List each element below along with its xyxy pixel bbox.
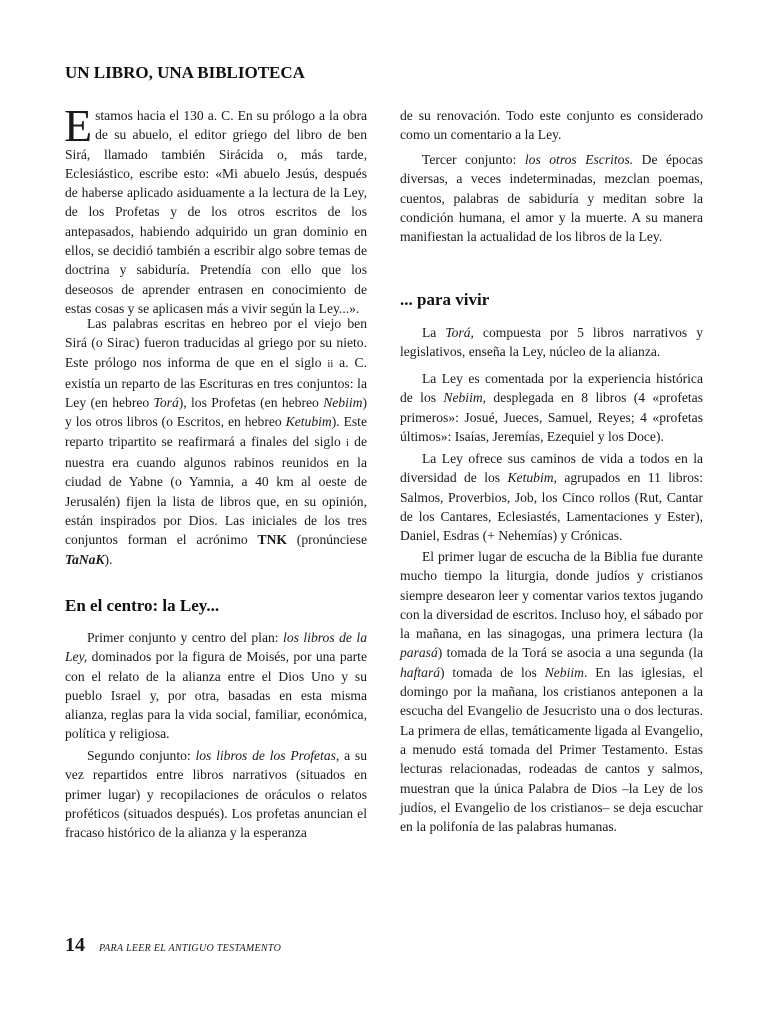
paragraph-centro-1: Primer conjunto y centro del plan: los libros de la Ley, dominados por la figura de Moisés, por una parte con el relato de la alianza entre el Dios Uno y su pueblo Israel y, por otra, basadas en esta misma alianza, reglas para la vida social, familiar, económica, política y religiosa. (65, 630, 367, 742)
paragraph-vivir-1: La Torá, compuesta por 5 libros narrativos y legislativos, enseña la Ley, núcleo de la alianza. (400, 325, 703, 360)
paragraph-libro-1: Estamos hacia el 130 a. C. En su prólogo a la obra de su abuelo, el editor griego del libro de ben Sirá, llamado también Sirácida o, más tarde, Eclesiástico, escribe esto: «Mi abuelo Jesús, después de haberse aplicado asiduamente a la lectura de la Ley, de los Profetas y de los otros escritos de los antepasados, habiendo adquirido un gran dominio en ellos, se decidió también a escribir algo sobre temas de doctrina y sabiduría. Pretendía con ello que los deseosos de aprender entrasen en conocimiento de estas cosas y se aplicasen más a vivir según la Ley...». (64, 100, 367, 316)
running-title: PARA LEER EL ANTIGUO TESTAMENTO (99, 943, 282, 954)
section-heading-centro: En el centro: la Ley... (65, 596, 220, 615)
paragraph-centro-2: Segundo conjunto: los libros de los Profetas, a su vez repartidos entre libros narrativos (situados en primer lugar) y recopilaciones de oráculos o relatos proféticos (situados después). Los profetas anuncian el fracaso histórico de la alianza y la esperanza (65, 748, 367, 841)
paragraph-centro-3: Tercer conjunto: los otros Escritos. De épocas diversas, a veces indeterminadas, mezclan poemas, cuentos, palabras de sabiduría y meditan sobre la condición humana, el amor y la muerte. A su manera manifiestan la actualidad de los libros de la Ley. (400, 152, 703, 245)
drop-cap: E (64, 100, 93, 151)
page-footer (65, 934, 281, 964)
section-heading-un-libro: UN LIBRO, UNA BIBLIOTECA (65, 63, 305, 82)
paragraph-vivir-4: El primer lugar de escucha de la Biblia fue durante mucho tiempo la liturgia, donde judíos y cristianos siempre desearon leer y comentar varios textos jugando con la diversidad de escritos. Incluso hoy, el sábado por la mañana, en las sinagogas, una primera lectura (la parasá) tomada de la Torá se asocia a una segunda (la haftará) tomada de los Nebiim. En las iglesias, el domingo por la mañana, los cristianos anteponen a la escucha del Evangelio de Jesucristo una o dos lecturas. La primera de ellas, temáticamente ligada al Evangelio, a menudo está tomada del Primer Testamento. Estas lecturas relacionadas, rodeadas de cantos y salmos, muestran que la única Palabra de Dios –la Ley de los judíos, el Evangelio de los cristianos– se deja escuchar en la polifonía de las palabras humanas. (400, 549, 704, 835)
paragraph-libro-2: Las palabras escritas en hebreo por el viejo ben Sirá (o Sirac) fueron traducidas al griego por su nieto. Este prólogo nos informa de que en el siglo ii a. C. existía un reparto de las Escrituras en tres conjuntos: la Ley (en hebreo Torá), los Profetas (en hebreo Nebiim) y los otros libros (o Escritos, en hebreo Ketubim). Este reparto tripartito se reafirmará a finales del siglo i de nuestra era cuando algunos rabinos reunidos en la ciudad de Yabne (o Yamnia, a 40 km al oeste de Jerusalén) fijen la lista de libros que, en su opinión, están inspirados por Dios. Las iniciales de los tres conjuntos forman el acrónimo TNK (pronúnciese TaNaK). (65, 316, 368, 567)
paragraph-centro-2-continued: de su renovación. Todo este conjunto es considerado como un comentario a la Ley. (400, 108, 703, 143)
paragraph-vivir-2: La Ley es comentada por la experiencia histórica de los Nebiim, desplegada en 8 libros (4 «profetas primeros»: Josué, Jueces, Samuel, Reyes; 4 «profetas últimos»: Isaías, Jeremías, Ezequiel y los Doce). (400, 371, 703, 444)
page-number: 14 (65, 934, 85, 956)
section-heading-vivir: ... para vivir (400, 290, 490, 309)
paragraph-vivir-3: La Ley ofrece sus caminos de vida a todos en la diversidad de los Ketubim, agrupados en 11 libros: Salmos, Proverbios, Job, los Cinco rollos (Rut, Cantar de los Cantares, Eclesiastés, Lamentaciones y Ester), Daniel, Esdras (+ Nehemías) y Crónicas. (400, 451, 703, 544)
